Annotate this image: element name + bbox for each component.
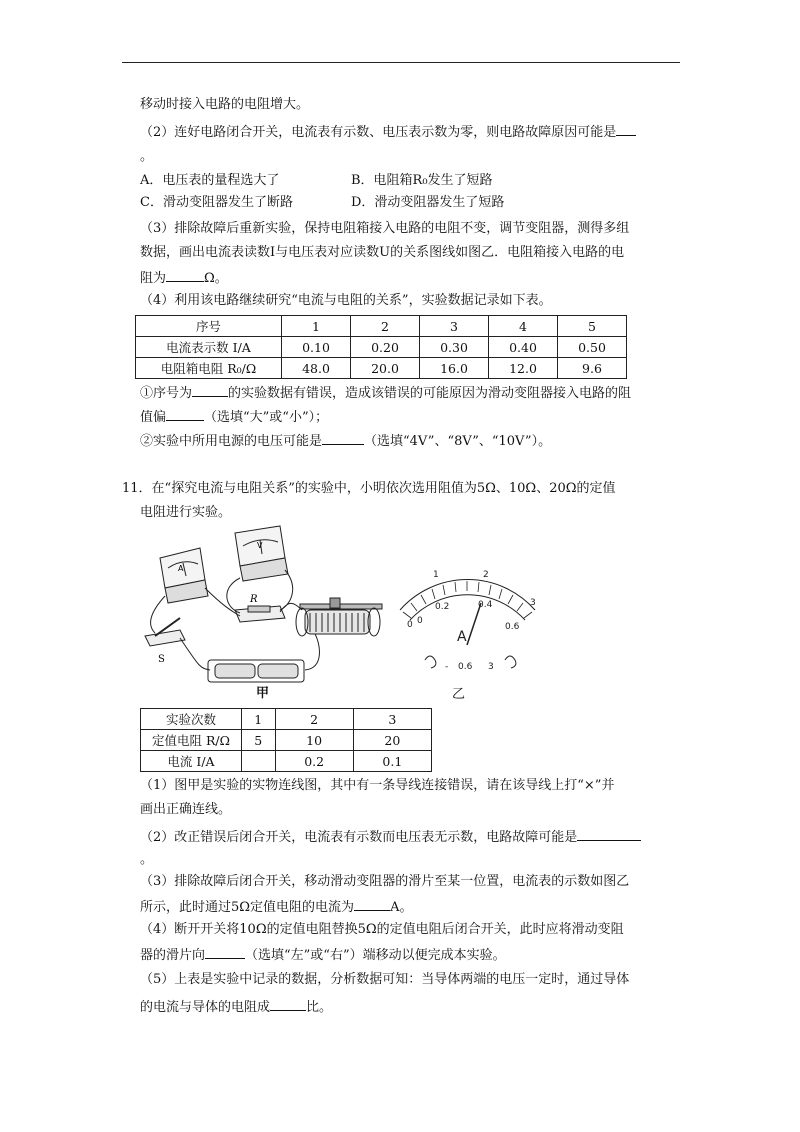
option-a[interactable]: A．电压表的量程选大了 [140,173,280,188]
table-cell: 0.2 [275,751,353,772]
answer-blank[interactable] [270,996,306,1011]
option-d[interactable]: D．滑动变阻器发生了短路 [351,195,505,210]
scale-bottom-0: 0 [417,616,423,626]
scale-bottom-1: 0.2 [435,602,450,612]
option-c[interactable]: C．滑动变阻器发生了断路 [140,195,293,210]
table-cell: 16.0 [420,358,489,379]
table-cell: 20 [353,730,431,751]
table-cell: 4 [489,316,558,337]
sub-question-2: （2）改正错误后闭合开关，电流表有示数而电压表无示数，电路故障可能是 [140,826,641,848]
table-cell: 3 [420,316,489,337]
terminal-06: 0.6 [458,662,473,672]
line-text: 画出正确连线。 [140,802,232,817]
table-row [136,316,627,337]
table-cell: 实验次数 [141,709,242,730]
table-cell: 2 [351,316,420,337]
table-cell[interactable] [242,751,276,772]
dial-ticks [403,581,532,618]
table-cell: 9.6 [558,358,627,379]
table-row [136,337,627,358]
ammeter-dial-figure [385,565,555,680]
table-cell: 电阻箱电阻 R₀/Ω [136,358,282,379]
sub-question-5: （5）上表是实验中记录的数据，分析数据可知：当导体两端的电压一定时，通过导体 [140,972,630,987]
table-row [141,709,432,730]
question-3: 阻为 Ω。 [140,267,228,289]
answer-blank[interactable] [616,121,636,136]
table-cell: 定值电阻 R/Ω [141,730,242,751]
question-4a-cont: 值偏 （选填“大”或“小”）； [140,406,328,428]
table-row [141,730,432,751]
sub-question-1: （1）图甲是实验的实物连线图，其中有一条导线连接错误，请在该导线上打“×”并 [140,778,615,793]
table-cell: 48.0 [282,358,351,379]
rheostat [296,598,382,636]
scale-bottom-2: 0.4 [478,600,493,610]
line-text: 电阻进行实验。 [140,505,232,520]
answer-blank[interactable] [354,896,390,911]
sub-question-5-cont: 的电流与导体的电阻成 比。 [140,996,332,1018]
line-text: （3）排除故障后重新实验，保持电阻箱接入电路的电阻不变，调节变阻器，测得多组 [140,221,630,236]
table-cell: 0.1 [353,751,431,772]
answer-blank[interactable] [192,382,228,397]
table-row [136,358,627,379]
terminal-wire [505,656,516,668]
data-table-1 [135,315,627,379]
table-cell: 1 [242,709,276,730]
top-rule [122,62,680,63]
table-cell: 0.10 [282,337,351,358]
table-row [141,751,432,772]
switch-label: S [158,654,165,665]
figure-label-yi: 乙 [452,687,466,702]
table-cell: 序号 [136,316,282,337]
line-text: 数据，画出电流表读数I与电压表对应读数U的关系图线如图乙．电阻箱接入电路的电 [140,245,625,260]
scale-top-2: 2 [483,570,489,580]
scale-top-0: 0 [407,620,413,630]
figure-label-jia: 甲 [256,686,270,701]
table-cell: 3 [353,709,431,730]
table-cell: 电流 I/A [141,751,242,772]
line-text: 。 [140,149,154,164]
answer-blank[interactable] [322,430,364,445]
table-cell: 电流表示数 I/A [136,337,282,358]
terminal-minus: - [445,662,449,672]
voltmeter-letter: V [257,541,263,550]
table-cell: 5 [242,730,276,751]
line-text: 。 [140,852,154,867]
table-cell: 0.20 [351,337,420,358]
scale-top-1: 1 [433,570,439,580]
line-text: （4）利用该电路继续研究“电流与电阻的关系”，实验数据记录如下表。 [140,293,552,308]
answer-blank[interactable] [166,267,204,282]
table-cell: 1 [282,316,351,337]
question-4a: ①序号为 的实验数据有错误，造成该错误的可能原因为滑动变阻器接入电路的阻 [140,382,631,404]
sub-question-4-cont: 器的滑片向 （选填“左”或“右”）端移动以便完成本实验。 [140,944,506,966]
answer-blank[interactable] [166,406,204,421]
scale-bottom-3: 0.6 [505,622,520,632]
table-cell: 0.50 [558,337,627,358]
sub-question-4: （4）断开开关将10Ω的定值电阻替换5Ω的定值电阻后闭合开关，此时应将滑动变阻 [140,922,624,937]
table-cell: 5 [558,316,627,337]
option-b[interactable]: B．电阻箱R₀发生了短路 [351,173,493,188]
table-cell: 12.0 [489,358,558,379]
answer-blank[interactable] [577,826,641,841]
resistor-board [235,606,285,622]
terminal-3: 3 [488,662,494,672]
line-text: 移动时接入电路的电阻增大。 [140,97,310,112]
resistor-label: R [250,594,258,605]
answer-blank[interactable] [205,944,245,959]
ammeter-letter: A [178,564,184,573]
scale-top-3: 3 [530,598,536,608]
sub-question-3-cont: 所示，此时通过5Ω定值电阻的电流为 A。 [140,896,412,918]
sub-question-3: （3）排除故障后闭合开关，移动滑动变阻器的滑片至某一位置，电流表的示数如图乙 [140,874,630,889]
table-cell: 20.0 [351,358,420,379]
table-cell: 0.30 [420,337,489,358]
data-table-2 [140,708,432,772]
question-4b: ②实验中所用电源的电压可能是 （选填“4V”、“8V”、“10V”）。 [140,430,551,452]
table-cell: 0.40 [489,337,558,358]
circuit-figure [140,518,400,698]
ammeter-device [160,548,208,603]
table-cell: 10 [275,730,353,751]
problem-11-text: 11．在“探究电流与电阻关系”的实验中，小明依次选用阻值为5Ω、10Ω、20Ω的定值 [122,481,616,496]
battery [208,660,304,682]
voltmeter-device [235,526,288,581]
question-2: （2）连好电路闭合开关，电流表有示数、电压表示数为零，则电路故障原因可能是 [140,121,636,143]
table-cell: 2 [275,709,353,730]
dial-arc-inner [410,595,525,620]
ammeter-symbol: A [457,629,467,645]
terminal-wire [425,656,436,668]
